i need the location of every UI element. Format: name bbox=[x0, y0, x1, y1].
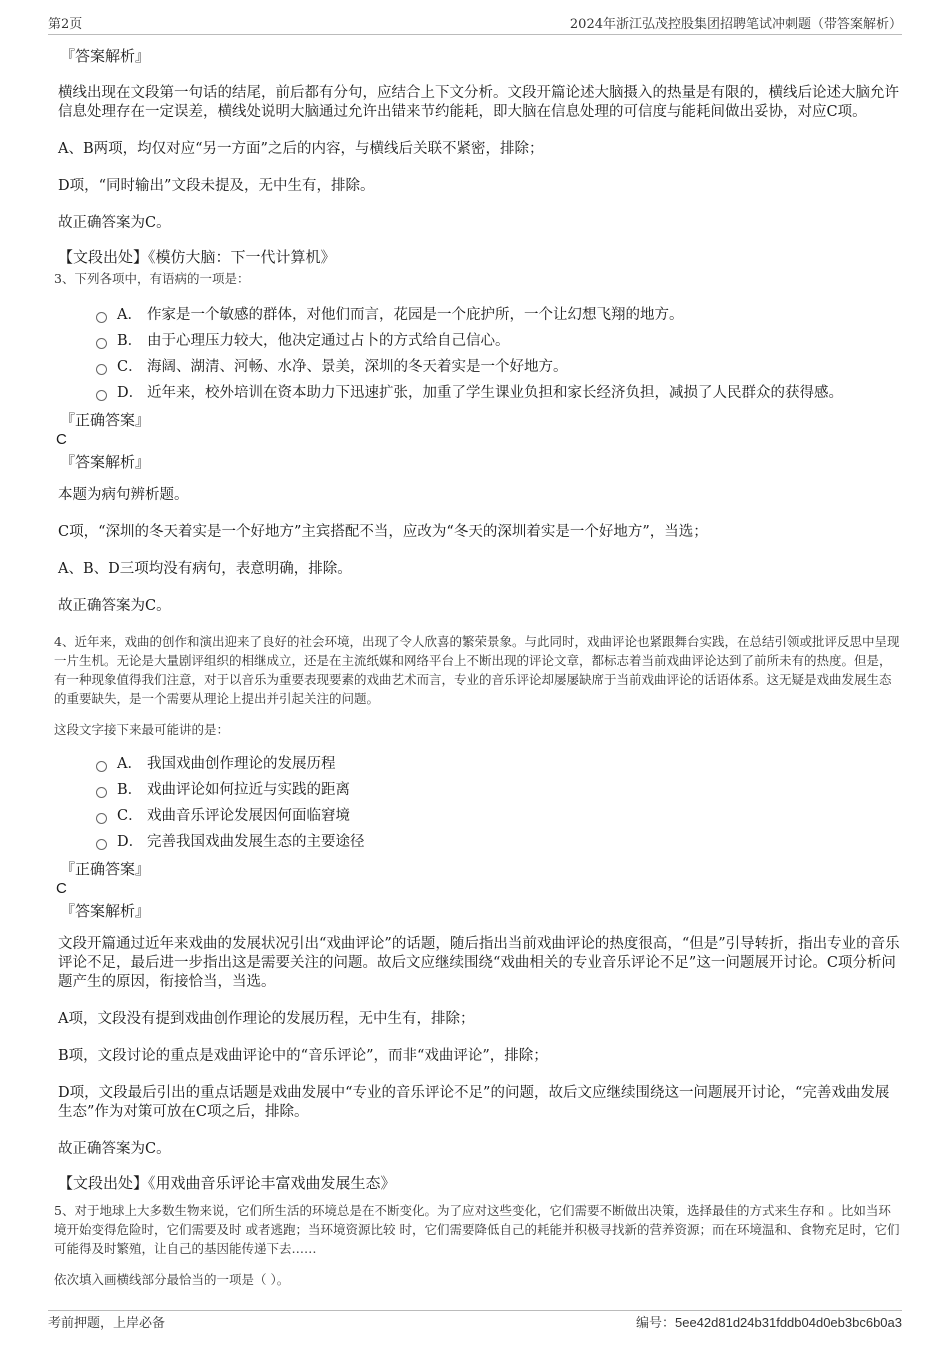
question-prompt: 依次填入画横线部分最恰当的一项是（ ）。 bbox=[54, 1272, 290, 1287]
radio-icon[interactable] bbox=[96, 813, 107, 824]
footer-divider bbox=[48, 1310, 902, 1311]
correct-answer-label: 『正确答案』 bbox=[60, 411, 151, 429]
option-c[interactable] bbox=[96, 354, 900, 380]
option-letter: C． bbox=[117, 808, 143, 824]
analysis-paragraph: 本题为病句辨析题。 bbox=[58, 487, 189, 503]
option-a[interactable] bbox=[96, 751, 900, 777]
page-number: 第2页 bbox=[48, 17, 83, 32]
option-text: 近年来，校外培训在资本助力下迅速扩张，加重了学生课业负担和家长经济负担，减损了人民群众的获得感。 bbox=[147, 385, 843, 401]
option-d[interactable] bbox=[96, 829, 900, 855]
analysis-paragraph: 故正确答案为C。 bbox=[58, 1141, 171, 1157]
question-5 bbox=[54, 1201, 900, 1289]
document-title: 2024年浙江弘茂控股集团招聘笔试冲刺题（带答案解析） bbox=[569, 17, 902, 32]
option-text: 完善我国戏曲发展生态的主要途径 bbox=[147, 834, 365, 850]
analysis-label: 『答案解析』 bbox=[60, 453, 151, 471]
option-text: 由于心理压力较大，他决定通过占卜的方式给自己信心。 bbox=[147, 333, 510, 349]
analysis-paragraph: A、B两项，均仅对应“另一方面”之后的内容，与横线后关联不紧密，排除； bbox=[58, 141, 544, 157]
radio-icon[interactable] bbox=[96, 390, 107, 401]
option-list bbox=[96, 302, 900, 406]
analysis-paragraph: 故正确答案为C。 bbox=[58, 215, 171, 231]
option-b[interactable] bbox=[96, 777, 900, 803]
radio-icon[interactable] bbox=[96, 364, 107, 375]
header-divider bbox=[48, 34, 902, 35]
option-text: 戏曲音乐评论发展因何面临窘境 bbox=[147, 808, 350, 824]
document-code-label: 编号： bbox=[635, 1316, 675, 1331]
question-4 bbox=[54, 632, 900, 1193]
correct-answer: C bbox=[56, 880, 67, 897]
analysis-paragraph: A项，文段没有提到戏曲创作理论的发展历程，无中生有，排除； bbox=[58, 1011, 475, 1027]
analysis-paragraph: B项，文段讨论的重点是戏曲评论中的“音乐评论”，而非“戏曲评论”，排除； bbox=[58, 1048, 548, 1064]
radio-icon[interactable] bbox=[96, 338, 107, 349]
page-content bbox=[54, 44, 900, 1289]
radio-icon[interactable] bbox=[96, 839, 107, 850]
analysis-paragraph: 故正确答案为C。 bbox=[58, 598, 171, 614]
analysis-label: 『答案解析』 bbox=[60, 902, 151, 920]
option-list bbox=[96, 751, 900, 855]
option-letter: C． bbox=[117, 359, 143, 375]
question-stem: 3、下列各项中，有语病的一项是： bbox=[54, 271, 250, 286]
option-c[interactable] bbox=[96, 803, 900, 829]
analysis-paragraph: C项，“深圳的冬天着实是一个好地方”主宾搭配不当，应改为“冬天的深圳着实是一个好地方”，当选； bbox=[58, 524, 708, 540]
question-stem: 4、近年来，戏曲的创作和演出迎来了良好的社会环境，出现了令人欣喜的繁荣景象。与此同时，戏曲评论也紧跟舞台实践，在总结引领或批评反思中呈现一片生机。无论是大量剧评组织的相继成立，还是在主流纸媒和网络平台上不断出现的评论文章，都标志着当前戏曲评论达到了前所未有的热度。但是，有一种现象值得我们注意，对于以音乐为重要表现要素的戏曲艺术而言，专业的音乐评论却屡屡缺席于当前戏曲评论的话语体系。这无疑是戏曲发展生态的重要缺失，是一个需要从理论上提出并引起关注的问题。 bbox=[54, 634, 900, 706]
document-code bbox=[636, 1312, 902, 1331]
analysis-paragraph: 文段开篇通过近年来戏曲的发展状况引出“戏曲评论”的话题，随后指出当前戏曲评论的热度很高，“但是”引导转折，指出专业的音乐评论不足，最后进一步指出这是需要关注的问题。故后文应继续围绕“戏曲相关的专业音乐评论不足”这一问题展开讨论。C项分析问题产生的原因，衔接恰当，当选。 bbox=[58, 936, 900, 990]
option-d[interactable] bbox=[96, 380, 900, 406]
option-letter: A． bbox=[117, 756, 142, 772]
analysis-paragraph: 横线出现在文段第一句话的结尾，前后都有分句，应结合上下文分析。文段开篇论述大脑摄入的热量是有限的，横线后论述大脑允许信息处理存在一定误差，横线处说明大脑通过允许出错来节约能耗，即大脑在信息处理的可信度与能耗间做出妥协，对应C项。 bbox=[58, 85, 899, 120]
correct-answer-label: 『正确答案』 bbox=[60, 860, 151, 878]
analysis-label: 『答案解析』 bbox=[60, 47, 151, 65]
option-text: 戏曲评论如何拉近与实践的距离 bbox=[147, 782, 350, 798]
option-letter: D． bbox=[117, 834, 144, 850]
option-text: 作家是一个敏感的群体，对他们而言，花园是一个庇护所，一个让幻想飞翔的地方。 bbox=[147, 307, 684, 323]
option-letter: D． bbox=[117, 385, 144, 401]
question-3 bbox=[54, 269, 900, 616]
option-letter: B． bbox=[117, 333, 143, 349]
footer-slogan: 考前押题，上岸必备 bbox=[48, 1316, 166, 1331]
passage-source: 【文段出处】《用戏曲音乐评论丰富戏曲发展生态》 bbox=[58, 1174, 396, 1192]
question-stem: 5、对于地球上大多数生物来说，它们所生活的环境总是在不断变化。为了应对这些变化，它们需要不断做出决策，选择最佳的方式来生存和 。比如当环境开始变得危险时，它们需要及时 或者逃跑；当环境资源比较 时，它们需要降低自己的耗能并积极寻找新的营养资源；而在环境温和、食物充足时，它们可能得及时繁殖，让自己的基因能传递下去…… bbox=[54, 1203, 900, 1256]
option-text: 海阔、湖清、河畅、水净、景美，深圳的冬天着实是一个好地方。 bbox=[147, 359, 568, 375]
analysis-paragraph: D项，文段最后引出的重点话题是戏曲发展中“专业的音乐评论不足”的问题，故后文应继续围绕这一问题展开讨论，“完善戏曲发展生态”作为对策可放在C项之后，排除。 bbox=[58, 1085, 890, 1120]
question-prompt: 这段文字接下来最可能讲的是： bbox=[54, 722, 230, 737]
radio-icon[interactable] bbox=[96, 312, 107, 323]
analysis-paragraph: A、B、D三项均没有病句，表意明确，排除。 bbox=[58, 561, 352, 577]
radio-icon[interactable] bbox=[96, 761, 107, 772]
analysis-paragraph: D项，“同时输出”文段未提及，无中生有，排除。 bbox=[58, 178, 375, 194]
passage-source: 【文段出处】《模仿大脑：下一代计算机》 bbox=[58, 248, 336, 266]
option-b[interactable] bbox=[96, 328, 900, 354]
option-text: 我国戏曲创作理论的发展历程 bbox=[147, 756, 336, 772]
correct-answer: C bbox=[56, 431, 67, 448]
option-letter: B． bbox=[117, 782, 143, 798]
option-a[interactable] bbox=[96, 302, 900, 328]
page-footer bbox=[48, 1312, 902, 1331]
document-code-value: 5ee42d81d24b31fddb04d0eb3bc6b0a3 bbox=[674, 1315, 902, 1330]
radio-icon[interactable] bbox=[96, 787, 107, 798]
page-header bbox=[48, 12, 902, 32]
option-letter: A． bbox=[117, 307, 142, 323]
q2-analysis bbox=[54, 46, 900, 267]
